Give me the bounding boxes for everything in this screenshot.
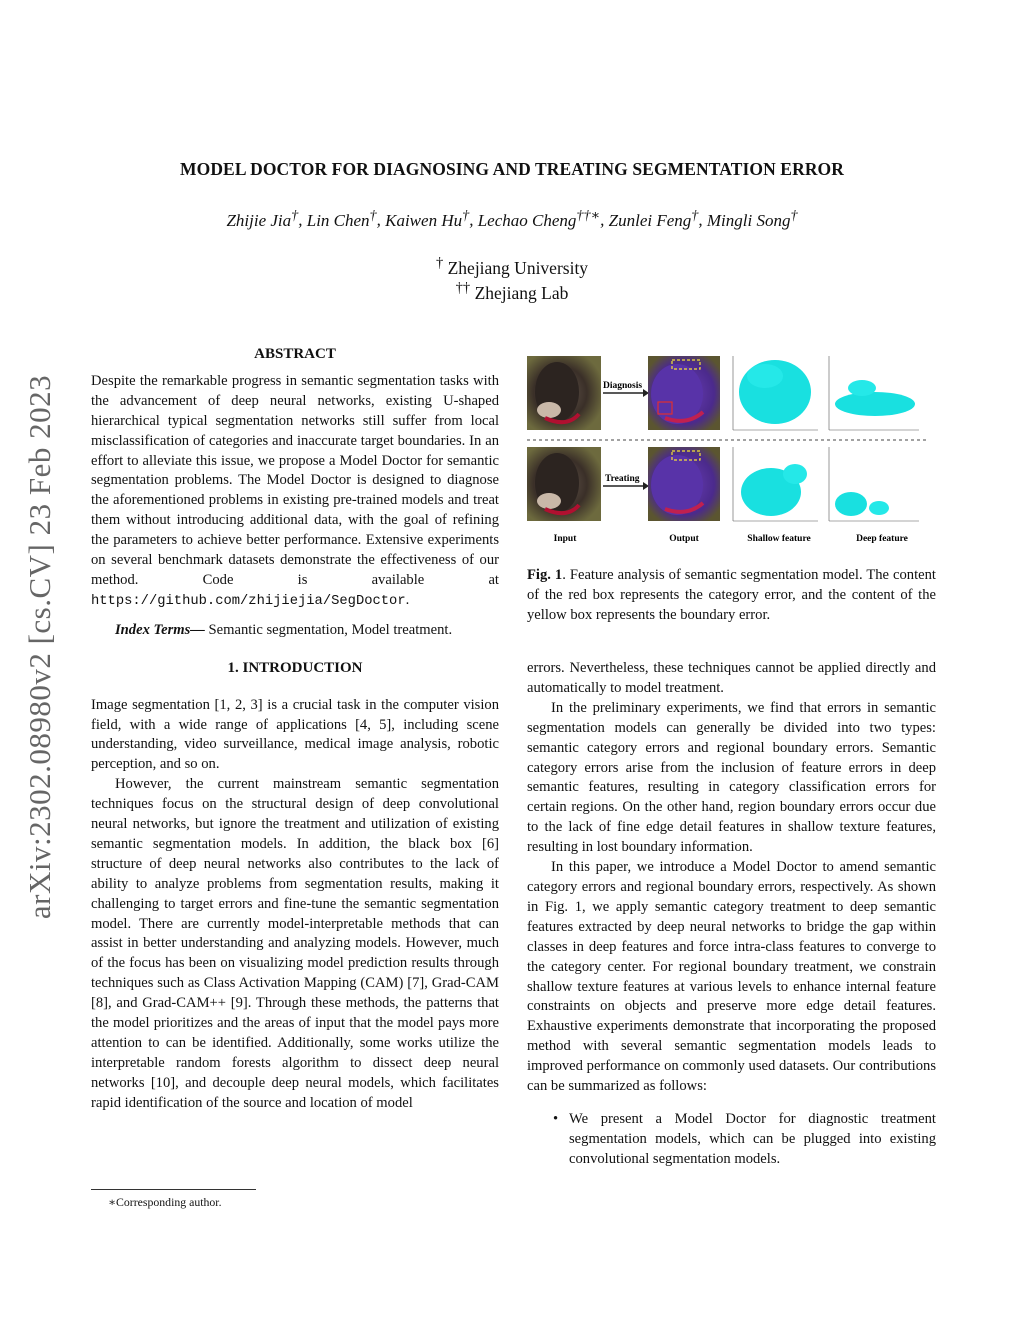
deep-scatter-top <box>823 354 919 432</box>
author-list: Zhijie Jia†, Lin Chen†, Kaiwen Hu†, Lechao Cheng††∗, Zunlei Feng†, Mingli Song† <box>226 207 798 230</box>
code-link[interactable]: https://github.com/zhijiejia/SegDoctor <box>91 593 406 609</box>
figure-1 <box>527 352 939 547</box>
footnote: ∗Corresponding author. <box>108 1195 222 1209</box>
abstract-text: Despite the remarkable progress in semantic segmentation tasks with the advancement of deep neural networks, existing U-shaped hierarchical typical segmentation networks still suffer from local misclassification of categories and inaccurate target boundaries. In an effort to alleviate this issue, we propose a Model Doctor for semantic segmentation problems. The Model Doctor is designed to diagnose the aforementioned problems in existing pre-trained models and treat them without introducing additional data, with the goal of refining the parameters to achieve better performance. Extensive experiments on several benchmark datasets demonstrate the effectiveness of our method. Code is available at https://github.com/zhijiejia/SegDoctor. <box>91 372 499 609</box>
figure-label-shallow: Shallow feature <box>747 534 811 544</box>
arxiv-stamp: arXiv:2302.08980v2 [cs.CV] 23 Feb 2023 <box>22 374 57 920</box>
footnote-rule <box>91 1189 256 1190</box>
list-item: • We present a Model Doctor for diagnostic treatment segmentation models, which can be plugged into existing convolutional segmentation models. <box>553 1110 936 1167</box>
author: Lechao Cheng††∗ <box>477 207 601 230</box>
index-terms: Index Terms— Semantic segmentation, Model treatment. <box>115 621 453 638</box>
contribution-list <box>527 1110 936 1170</box>
paragraph: In the preliminary experiments, we find that errors in semantic segmentation models can generally be divided into two types: semantic category errors and regional boundary errors. Semantic category errors arise from the inclusion of feature errors in deep semantic features, resulting in category classification errors for certain regions. On the other hand, region boundary errors occur due to the lack of fine edge detail features in shallow texture features, resulting in lost boundary information. <box>527 699 936 856</box>
figure-label-output: Output <box>669 534 699 544</box>
author: Zhijie Jia† <box>226 207 299 230</box>
paragraph: In this paper, we introduce a Model Doctor to amend semantic category errors and regional boundary errors, respectively. As shown in Fig. 1, we apply semantic category treatment to deep semantic features extracted by deep neural networks to bridge the gap within classes in deep features and force intra-class features to converge to the category center. For regional boundary treatment, we constrain shallow texture features at various levels to enhance internal feature constraints on objects and preserve more edge detail features. Exhaustive experiments demonstrate that incorporating the proposed method with several semantic segmentation models leads to improved performance on commonly used datasets. Our contributions can be summarized as follows: <box>527 859 936 1095</box>
abstract-heading: ABSTRACT <box>254 346 336 362</box>
figure-label-input: Input <box>553 534 577 544</box>
paper-title: MODEL DOCTOR FOR DIAGNOSING AND TREATING SEGMENTATION ERROR <box>179 159 845 179</box>
arrow-diagnosis <box>603 381 649 397</box>
paragraph: Image segmentation [1, 2, 3] is a crucial task in the computer vision field, with a wide range of applications [4, 5], including scene understanding, video surveillance, medical image analysis, robotic perception, and so on. <box>91 696 499 773</box>
author: Lin Chen† <box>306 207 377 230</box>
figure-caption: Fig. 1. Feature analysis of semantic segmentation model. The content of the red box represents the category error, and the content of the yellow box represents the boundary error. <box>527 567 936 623</box>
shallow-scatter-bottom <box>728 445 818 523</box>
deep-scatter-bottom <box>823 445 919 523</box>
input-image-bottom <box>527 447 601 521</box>
paragraph: However, the current mainstream semantic segmentation techniques focus on the structural design of deep convolutional neural networks, but ignore the treatment and utilization of existing semantic segmentation models. In addition, the black box [6] structure of deep neural networks also contributes to the lack of ability to analyze problems from segmentation results, making it challenging to target errors and fine-tune the semantic segmentation model. There are currently model-interpretable methods that can assist in better understanding and analyzing models. However, much of the focus has been on visualizing model prediction results through techniques such as Class Activation Mapping (CAM) [7], Grad-CAM [8], and Grad-CAM++ [9]. Through these methods, the patterns that the model prioritizes and the areas of input that the model pays more attention to can be identified. Additionally, some works utilize the interpretable random forests algorithm to dissect deep neural networks [10], and decouple deep neural models, which facilitates rapid identification of the source and location of model <box>91 776 499 1111</box>
author: Kaiwen Hu† <box>385 207 470 230</box>
arrow-label: Treating <box>605 474 640 484</box>
intro-heading: 1. INTRODUCTION <box>227 659 363 676</box>
author: Zunlei Feng† <box>608 207 699 230</box>
author: Mingli Song† <box>706 207 798 230</box>
input-image-top <box>527 356 601 430</box>
affiliation: †† Zhejiang Lab <box>455 280 569 303</box>
paragraph: errors. Nevertheless, these techniques cannot be applied directly and automatically to model treatment. <box>527 660 936 696</box>
right-column <box>527 659 936 1170</box>
figure-label-deep: Deep feature <box>856 534 908 544</box>
arrow-label: Diagnosis <box>603 381 643 391</box>
shallow-scatter-top <box>728 354 818 432</box>
arrow-treating <box>603 474 649 490</box>
output-image-bottom <box>648 447 720 521</box>
output-image-top <box>648 356 720 430</box>
left-column <box>91 345 499 1114</box>
affiliation: † Zhejiang University <box>435 255 589 278</box>
